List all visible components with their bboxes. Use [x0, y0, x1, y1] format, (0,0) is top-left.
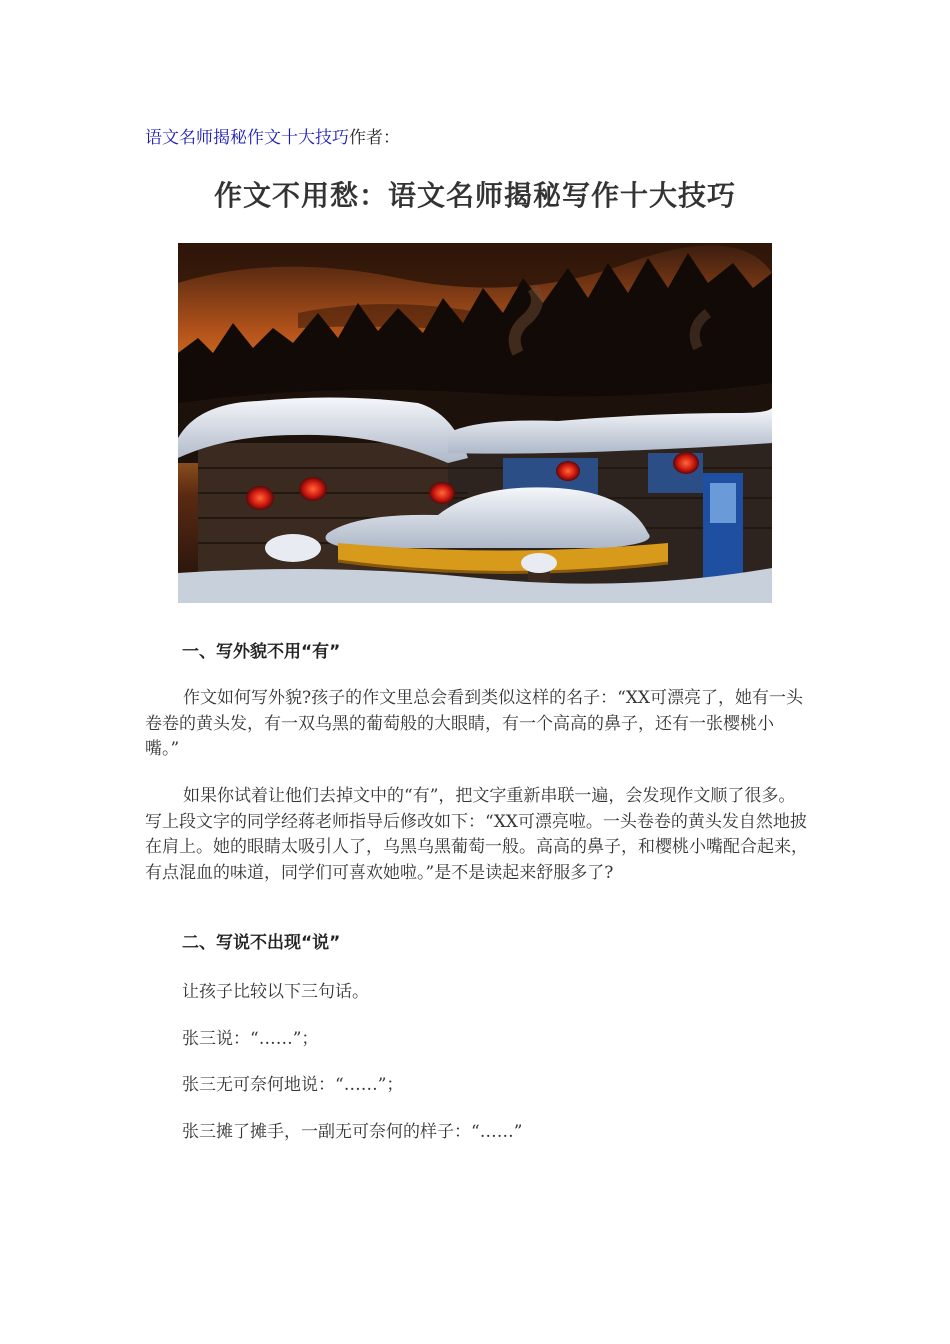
author-label: 作者：	[349, 128, 400, 148]
snow-village-night-photo	[178, 243, 772, 603]
list-item: 张三说：“……”；	[182, 1029, 319, 1049]
paragraph-1: 作文如何写外貌?孩子的作文里总会看到类似这样的名子：“XX可漂亮了，她有一头卷卷的黄头发，有一双乌黑的葡萄般的大眼睛，有一个高高的鼻子，还有一张樱桃小嘴。”	[145, 688, 804, 760]
list-item: 张三摊了摊手，一副无可奈何的样子：“……”	[182, 1122, 523, 1142]
article-link[interactable]: 语文名师揭秘作文十大技巧	[145, 128, 349, 148]
paragraph-2: 如果你试着让他们去掉文中的“有”，把文字重新串联一遍，会发现作文顺了很多。写上段文字的同学经蒋老师指导后修改如下：“XX可漂亮啦。一头卷卷的黄头发自然地披在肩上。她的眼睛太吸引人了，乌黑乌黑葡萄一般。高高的鼻子，和樱桃小嘴配合起来，有点混血的味道，同学们可喜欢她啦。”是不是读起来舒服多了?	[145, 786, 808, 883]
section-heading-2: 二、写说不出现“说”	[182, 933, 341, 953]
list-item: 张三无可奈何地说：“……”；	[182, 1075, 404, 1095]
page-title: 作文不用愁：语文名师揭秘写作十大技巧	[213, 179, 736, 212]
header-line	[145, 126, 400, 150]
section-heading-1: 一、写外貌不用“有”	[182, 642, 341, 662]
list-item: 让孩子比较以下三句话。	[182, 982, 369, 1002]
